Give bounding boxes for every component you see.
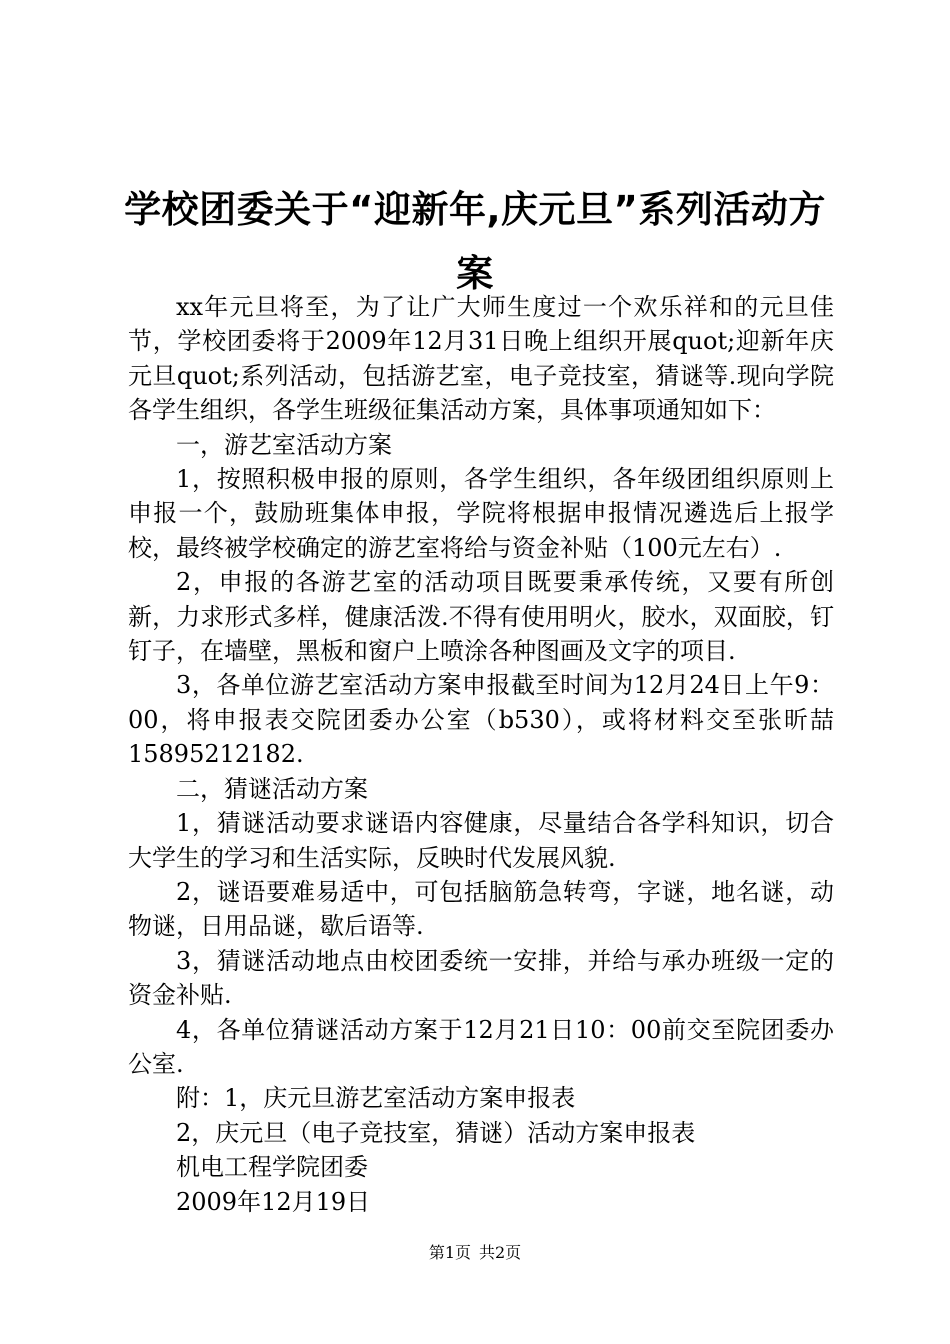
signature-date: 2009年12月19日 xyxy=(176,1187,371,1216)
attachment-line: 附：1，庆元旦游艺室活动方案申报表 xyxy=(176,1084,576,1113)
page-footer xyxy=(0,1243,950,1263)
section-heading-games-room: 一，游艺室活动方案 xyxy=(176,430,392,459)
list-item: 2，谜语要难易适中，可包括脑筋急转弯，字谜，地名谜，动物谜，日用品谜，歇后语等. xyxy=(128,877,834,941)
list-item: 1，猜谜活动要求谜语内容健康，尽量结合各学科知识，切合大学生的学习和生活实际，反映时代发展风貌. xyxy=(128,809,834,872)
list-item: 3，猜谜活动地点由校团委统一安排，并给与承办班级一定的资金补贴. xyxy=(128,946,834,1010)
document-body xyxy=(128,290,834,1219)
list-item: 4，各单位猜谜活动方案于12月21日10：00前交至院团委办公室. xyxy=(128,1015,834,1078)
list-item: 2，申报的各游艺室的活动项目既要秉承传统，又要有所创新，力求形式多样，健康活泼.不得有使用明火，胶水，双面胶，钉钉子，在墙壁，黑板和窗户上喷涂各种图画及文字的项目. xyxy=(128,568,834,666)
page-number-total: 共2页 xyxy=(479,1243,522,1262)
list-item: 1，按照积极申报的原则，各学生组织，各年级团组织原则上申报一个，鼓励班集体申报，学院将根据申报情况遴选后上报学校，最终被学校确定的游艺室将给与资金补贴（100元左右）. xyxy=(128,465,834,562)
list-item: 3，各单位游艺室活动方案申报截至时间为12月24日上午9：00，将申报表交院团委办公室（b530），或将材料交至张昕喆15895212182. xyxy=(128,671,834,769)
section-heading-riddles: 二，猜谜活动方案 xyxy=(176,774,368,803)
intro-paragraph: xx年元旦将至，为了让广大师生度过一个欢乐祥和的元旦佳节，学校团委将于2009年12月31日晚上组织开展quot;迎新年庆元旦quot;系列活动，包括游艺室，电子竞技室，猜谜等.现向学院各学生组织，各学生班级征集活动方案，具体事项通知如下： xyxy=(128,293,834,425)
attachment-line: 2，庆元旦（电子竞技室，猜谜）活动方案申报表 xyxy=(176,1118,696,1147)
document-title: 学校团委关于“迎新年,庆元旦”系列活动方案 xyxy=(124,188,826,295)
signature-organization: 机电工程学院团委 xyxy=(176,1153,368,1182)
page-number-current: 第1页 xyxy=(428,1243,471,1262)
